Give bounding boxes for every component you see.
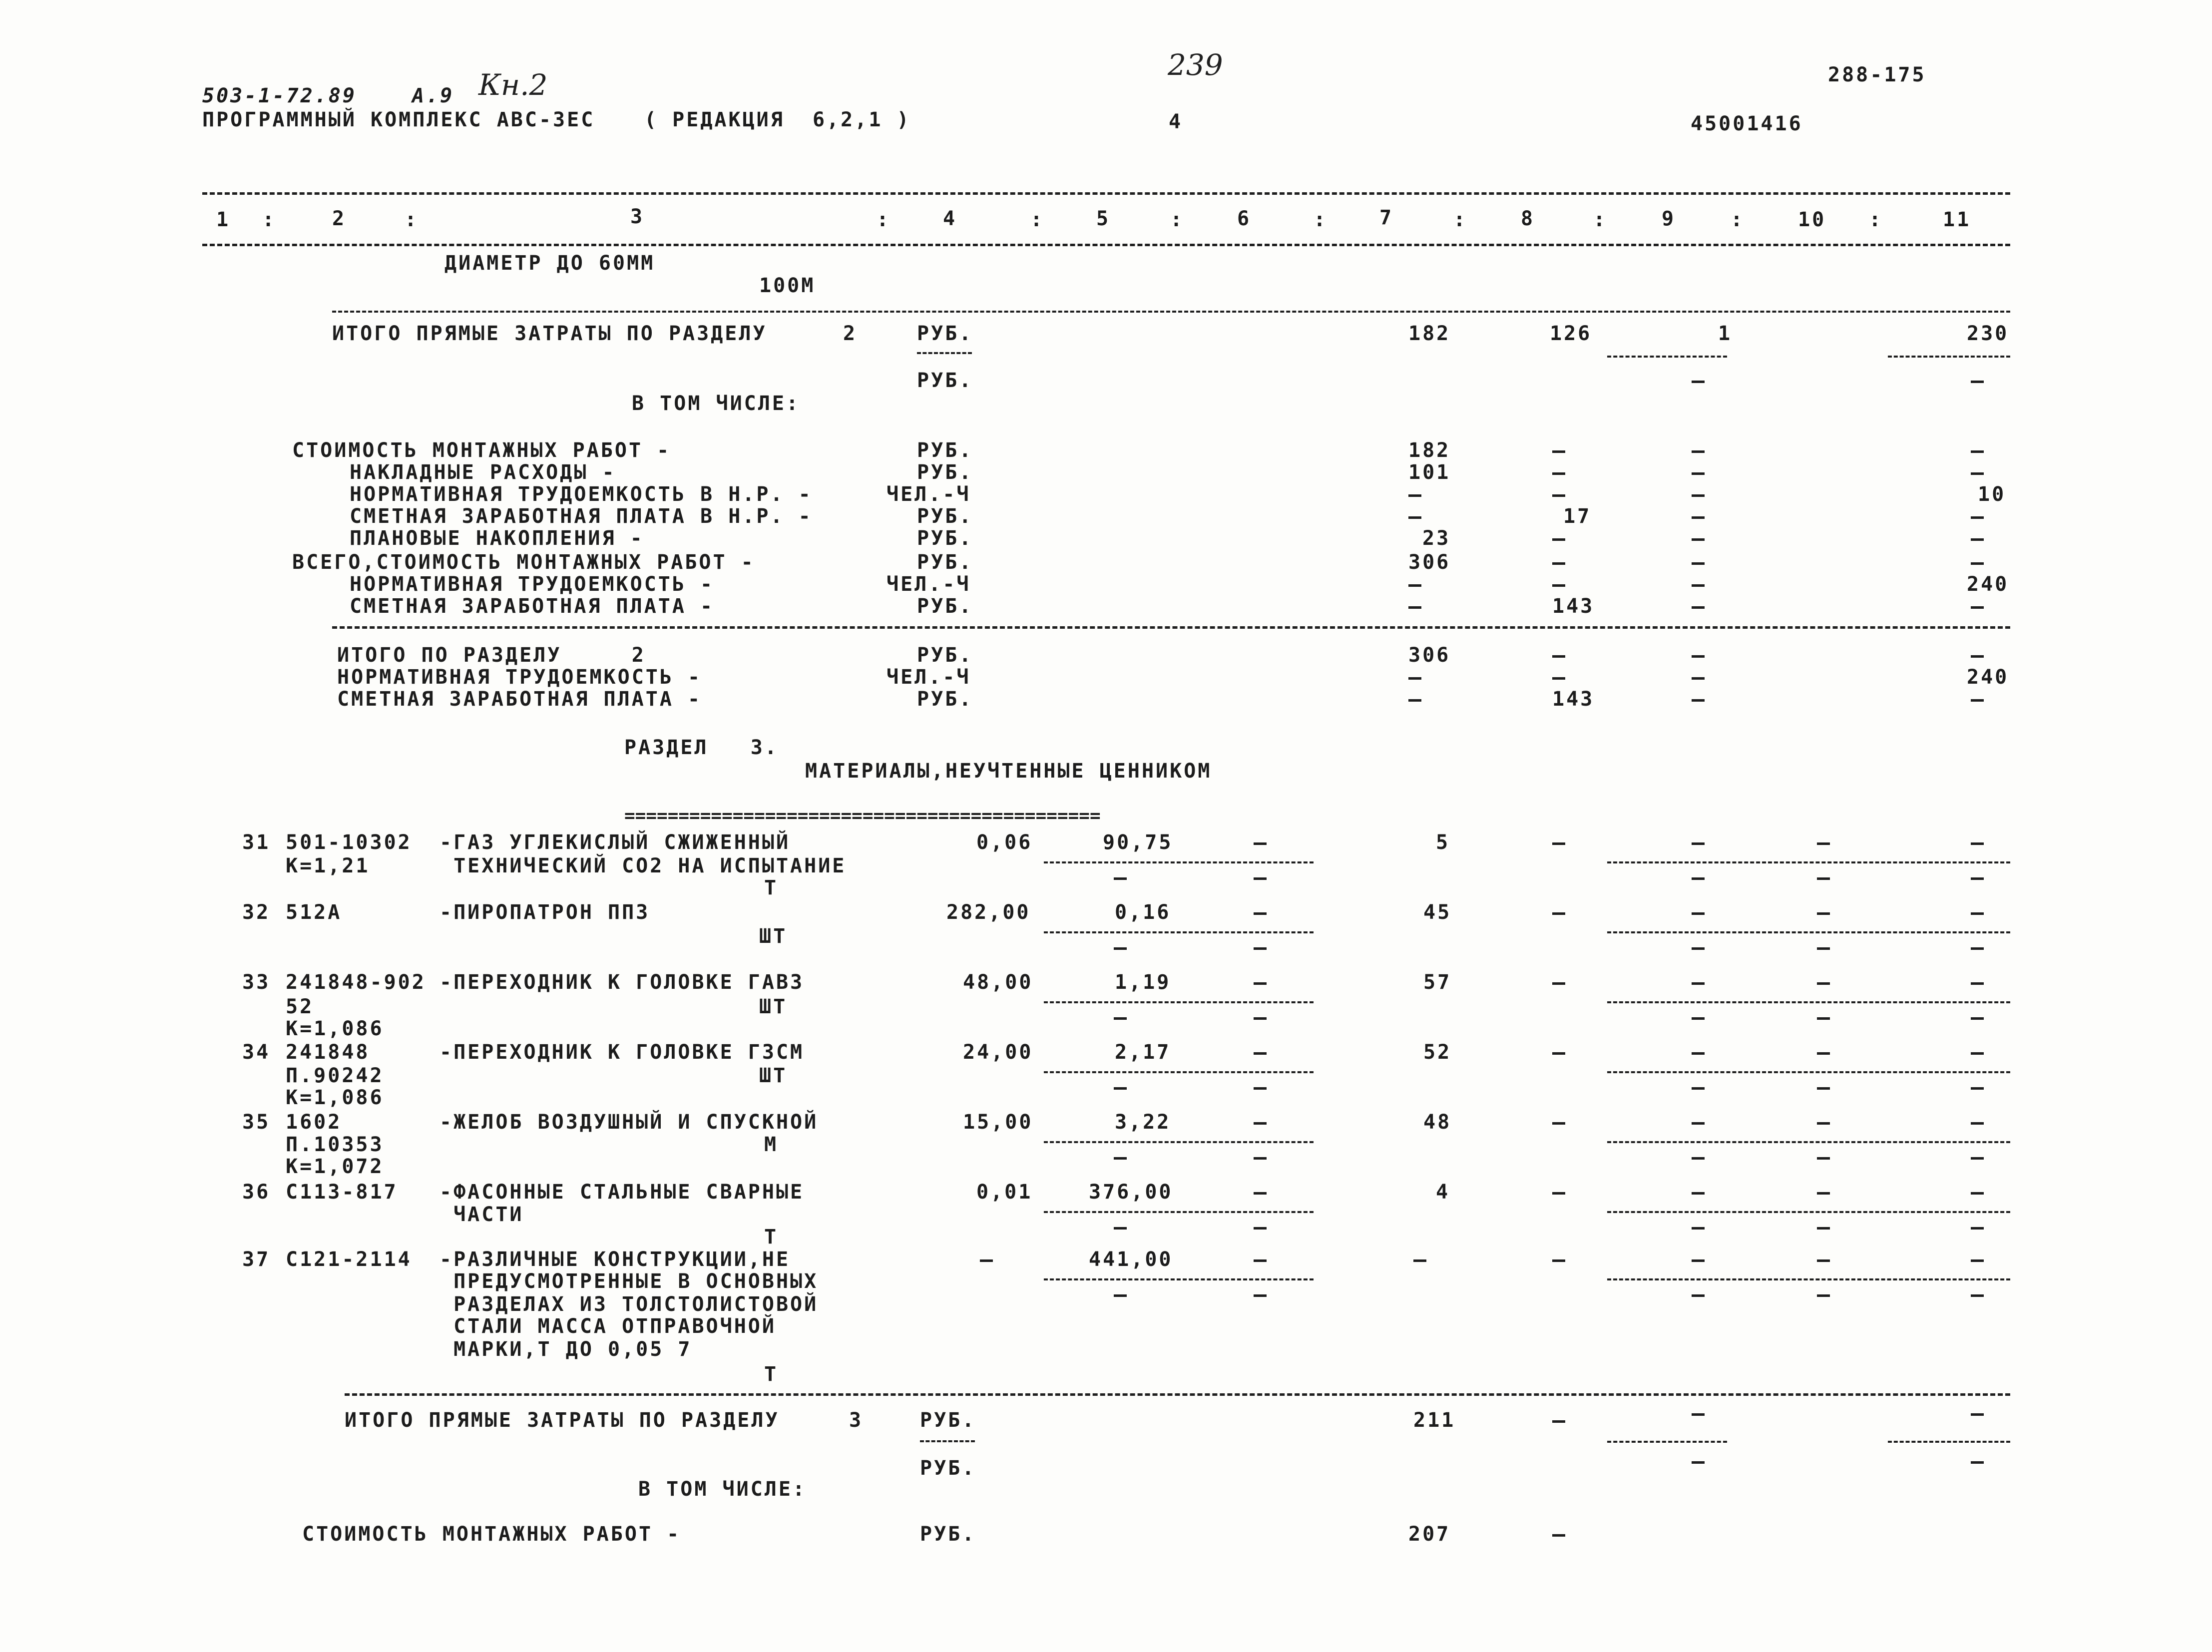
section3-mount-col7: 207 <box>1408 1523 1451 1546</box>
dash-mark <box>1408 677 1421 680</box>
handwritten-page-number: 239 <box>1168 48 1223 82</box>
item-code: 241848 <box>286 1041 370 1064</box>
item-price: 0,16 <box>1115 901 1171 924</box>
dash-mark <box>1254 912 1267 915</box>
item-description: -ПЕРЕХОДНИК К ГОЛОВКЕ Г3СМ <box>440 1041 805 1064</box>
dash-mark <box>1692 1294 1705 1297</box>
dash-mark <box>1254 982 1267 985</box>
dash-mark <box>1254 1294 1267 1297</box>
column-divider: : <box>405 208 419 231</box>
item-description: -ЖЕЛОБ ВОЗДУШНЫЙ И СПУСКНОЙ <box>440 1111 819 1134</box>
dash-mark <box>1408 494 1421 497</box>
item-quantity: 24,00 <box>963 1041 1033 1064</box>
cols-underline <box>1607 1071 2010 1073</box>
dash-mark <box>1692 655 1705 658</box>
section2-direct-cost-col11: 230 <box>1967 322 2009 345</box>
breakdown-label: НОРМАТИВНАЯ ТРУДОЕМКОСТЬ - <box>350 573 715 596</box>
col11-underline <box>1888 1441 2010 1443</box>
section2-total-rule <box>332 311 2010 313</box>
total-col11: 240 <box>1967 666 2009 689</box>
item-price: 376,00 <box>1089 1181 1173 1204</box>
item-description: РАЗДЕЛАХ ИЗ ТОЛСТОЛИСТОВОЙ <box>440 1293 819 1316</box>
dash-mark <box>1971 562 1984 565</box>
section3-direct-cost-unit: РУБ. <box>920 1409 976 1432</box>
column-header: 1 <box>216 208 231 231</box>
section3-including-label: В ТОМ ЧИСЛЕ: <box>638 1478 807 1501</box>
section2-direct-cost-col7: 182 <box>1408 322 1451 345</box>
breakdown-label: СМЕТНАЯ ЗАРАБОТНАЯ ПЛАТА - <box>350 595 715 618</box>
unit-underline <box>920 1440 975 1442</box>
dash-mark <box>1971 1017 1984 1020</box>
total-col8: 143 <box>1552 688 1595 711</box>
item-unit: ШТ <box>759 995 788 1018</box>
section3-separator: ============================================ <box>624 806 1101 826</box>
dash-mark <box>1817 1052 1830 1055</box>
dash-mark <box>1114 1157 1127 1160</box>
item-col7: 5 <box>1436 831 1450 854</box>
dash-mark <box>1971 472 1984 475</box>
dash-mark <box>1552 842 1565 845</box>
dash-mark <box>1817 1294 1830 1297</box>
breakdown-label: НОРМАТИВНАЯ ТРУДОЕМКОСТЬ В Н.Р. - <box>350 483 813 506</box>
dash-mark <box>980 1259 993 1262</box>
col11-underline <box>1888 356 2010 358</box>
item-code: П.90242 <box>286 1064 384 1087</box>
item-number: 33 <box>242 971 271 994</box>
item-quantity: 0,01 <box>976 1181 1033 1204</box>
dash-mark <box>1692 606 1705 609</box>
dash-mark <box>1408 699 1421 702</box>
section3-direct-cost-unit2: РУБ. <box>920 1457 976 1480</box>
dash-mark <box>1692 1122 1705 1125</box>
breakdown-unit: ЧЕЛ.-Ч <box>886 483 971 506</box>
dash-mark <box>1971 912 1984 915</box>
dash-mark <box>1692 1461 1705 1464</box>
total-unit: РУБ. <box>917 688 973 711</box>
dash-mark <box>1692 472 1705 475</box>
dash-mark <box>1692 1017 1705 1020</box>
column-divider: : <box>1593 208 1608 231</box>
breakdown-unit: РУБ. <box>917 461 973 484</box>
dash-mark <box>1817 877 1830 880</box>
section2-totals-rule <box>332 626 2010 629</box>
dash-mark <box>1692 450 1705 453</box>
dash-mark <box>1114 1017 1127 1020</box>
dash-mark <box>1971 982 1984 985</box>
dash-mark <box>1114 1227 1127 1230</box>
dash-mark <box>1114 947 1127 950</box>
dash-mark <box>1692 538 1705 541</box>
dash-mark <box>1692 516 1705 519</box>
dash-mark <box>1552 1052 1565 1055</box>
column-header: 10 <box>1798 208 1826 231</box>
item-col7: 4 <box>1436 1181 1450 1204</box>
dash-mark <box>1692 1259 1705 1262</box>
item-price: 90,75 <box>1103 831 1173 854</box>
dash-mark <box>1552 1534 1565 1537</box>
dash-mark <box>1692 677 1705 680</box>
column-divider: : <box>1869 208 1883 231</box>
dash-mark <box>1971 1122 1984 1125</box>
dash-mark <box>1254 1259 1267 1262</box>
dash-mark <box>1552 655 1565 658</box>
price-underline <box>1044 1001 1314 1003</box>
item-price: 1,19 <box>1115 971 1171 994</box>
item-price: 2,17 <box>1115 1041 1171 1064</box>
breakdown-unit: ЧЕЛ.-Ч <box>886 573 971 596</box>
dash-mark <box>1552 494 1565 497</box>
item-quantity: 15,00 <box>963 1111 1033 1134</box>
cols-underline <box>1607 1278 2010 1280</box>
item-description: -ФАСОННЫЕ СТАЛЬНЫЕ СВАРНЫЕ <box>440 1181 805 1204</box>
dash-mark <box>1692 1157 1705 1160</box>
dash-mark <box>1114 877 1127 880</box>
dash-mark <box>1971 947 1984 950</box>
breakdown-label: ВСЕГО,СТОИМОСТЬ МОНТАЖНЫХ РАБОТ - <box>292 551 755 574</box>
breakdown-label: ПЛАНОВЫЕ НАКОПЛЕНИЯ - <box>350 527 644 550</box>
breakdown-col7: 101 <box>1408 461 1451 484</box>
dash-mark <box>1254 1227 1267 1230</box>
dash-mark <box>1971 538 1984 541</box>
item-col7: 48 <box>1423 1111 1452 1134</box>
dash-mark <box>1254 877 1267 880</box>
item-unit: Т <box>764 876 779 899</box>
item-col7: 52 <box>1423 1041 1452 1064</box>
sheet-number: 4 <box>1169 110 1183 133</box>
dash-mark <box>1692 494 1705 497</box>
column-header: 11 <box>1943 208 1971 231</box>
dash-mark <box>1552 450 1565 453</box>
item-code: 241848-902 <box>286 971 426 994</box>
dash-mark <box>1971 655 1984 658</box>
dash-mark <box>1971 516 1984 519</box>
dash-mark <box>1552 1192 1565 1195</box>
price-underline <box>1044 1141 1314 1143</box>
column-divider: : <box>1453 208 1468 231</box>
item-code: K=1,21 <box>286 854 370 877</box>
column-divider: : <box>1731 208 1745 231</box>
dash-mark <box>1254 1122 1267 1125</box>
dash-mark <box>1971 699 1984 702</box>
breakdown-col7: 23 <box>1422 527 1451 550</box>
breakdown-col11: 240 <box>1967 573 2009 596</box>
item-description: -ПЕРЕХОДНИК К ГОЛОВКЕ ГАВ3 <box>440 971 805 994</box>
breakdown-unit: РУБ. <box>917 551 973 574</box>
section3-direct-cost-section: 3 <box>849 1409 864 1432</box>
section3-direct-cost-label: ИТОГО ПРЯМЫЕ ЗАТРАТЫ ПО РАЗДЕЛУ <box>345 1409 780 1432</box>
total-label: ИТОГО ПО РАЗДЕЛУ 2 <box>337 644 646 667</box>
dash-mark <box>1971 1087 1984 1090</box>
doc-code: 503-1-72.89 <box>202 84 357 107</box>
cols-underline <box>1607 931 2010 933</box>
section3-title: МАТЕРИАЛЫ,НЕУЧТЕННЫЕ ЦЕННИКОМ <box>805 760 1212 783</box>
section2-direct-cost-unit2: РУБ. <box>917 369 973 392</box>
dash-mark <box>1692 381 1705 383</box>
dash-mark <box>1692 1192 1705 1195</box>
cols-underline <box>1607 861 2010 863</box>
item-number: 34 <box>242 1041 271 1064</box>
breakdown-label: СМЕТНАЯ ЗАРАБОТНАЯ ПЛАТА В Н.Р. - <box>350 505 813 528</box>
dash-mark <box>1254 1017 1267 1020</box>
dash-mark <box>1408 606 1421 609</box>
cols-underline <box>1607 1141 2010 1143</box>
dash-mark <box>1552 912 1565 915</box>
item-code: 52 <box>286 995 314 1018</box>
total-col7: 306 <box>1408 644 1451 667</box>
dash-mark <box>1692 1413 1705 1416</box>
dash-mark <box>1552 677 1565 680</box>
dash-mark <box>1817 842 1830 845</box>
dash-mark <box>1552 982 1565 985</box>
price-underline <box>1044 1071 1314 1073</box>
item-code: С113-817 <box>286 1181 398 1204</box>
item-quantity: 48,00 <box>963 971 1033 994</box>
breakdown-col7: 306 <box>1408 551 1451 574</box>
dash-mark <box>1817 982 1830 985</box>
price-underline <box>1044 931 1314 933</box>
dash-mark <box>1817 912 1830 915</box>
dash-mark <box>1408 584 1421 587</box>
section2-direct-cost-label: ИТОГО ПРЯМЫЕ ЗАТРАТЫ ПО РАЗДЕЛУ <box>332 322 767 345</box>
column-header: 9 <box>1662 207 1676 230</box>
dash-mark <box>1552 1259 1565 1262</box>
section2-direct-cost-col9: 1 <box>1718 322 1733 345</box>
price-underline <box>1044 1278 1314 1280</box>
dash-mark <box>1971 842 1984 845</box>
column-header: 5 <box>1096 207 1111 230</box>
dash-mark <box>1114 1087 1127 1090</box>
item-description: МАРКИ,Т ДО 0,05 7 <box>440 1338 692 1361</box>
item-description: ТЕХНИЧЕСКИЙ СО2 НА ИСПЫТАНИЕ <box>440 854 847 877</box>
cols-underline <box>1607 1001 2010 1003</box>
col9-underline <box>1607 356 1727 358</box>
diameter-line: ДИАМЕТР ДО 60ММ <box>444 252 655 275</box>
dash-mark <box>1692 1087 1705 1090</box>
dash-mark <box>1971 1461 1984 1464</box>
section3-total-rule <box>345 1393 2010 1396</box>
column-divider: : <box>1314 208 1328 231</box>
dash-mark <box>1817 1017 1830 1020</box>
dash-mark <box>1692 562 1705 565</box>
dash-mark <box>1254 1192 1267 1195</box>
breakdown-col8: 143 <box>1552 595 1595 618</box>
dash-mark <box>1254 1087 1267 1090</box>
item-number: 37 <box>242 1248 271 1271</box>
dash-mark <box>1413 1259 1426 1262</box>
dash-mark <box>1817 1227 1830 1230</box>
breakdown-label: СТОИМОСТЬ МОНТАЖНЫХ РАБОТ - <box>292 439 671 462</box>
section3-heading: РАЗДЕЛ 3. <box>624 736 779 759</box>
column-divider: : <box>1030 208 1045 231</box>
item-description: -РАЗЛИЧНЫЕ КОНСТРУКЦИИ,НЕ <box>440 1248 791 1271</box>
column-header: 6 <box>1237 207 1252 230</box>
item-description: ПРЕДУСМОТРЕННЫЕ В ОСНОВНЫХ <box>440 1270 819 1293</box>
section2-including-label: В ТОМ ЧИСЛЕ: <box>632 392 800 415</box>
dash-mark <box>1692 1052 1705 1055</box>
section3-mount-unit: РУБ. <box>920 1523 976 1546</box>
dash-mark <box>1552 538 1565 541</box>
item-description: СТАЛИ МАССА ОТПРАВОЧНОЙ <box>440 1315 776 1338</box>
item-description: -ПИРОПАТРОН ПП3 <box>440 901 650 924</box>
handwritten-book-number: Кн.2 <box>478 68 548 102</box>
reference-code: 288-175 <box>1828 63 1926 86</box>
dash-mark <box>1692 982 1705 985</box>
item-price: 441,00 <box>1089 1248 1173 1271</box>
dash-mark <box>1692 877 1705 880</box>
section3-direct-cost-col7: 211 <box>1413 1409 1456 1432</box>
item-code: 1602 <box>286 1111 342 1134</box>
dash-mark <box>1971 606 1984 609</box>
item-quantity: 0,06 <box>976 831 1033 854</box>
item-price: 3,22 <box>1115 1111 1171 1134</box>
item-quantity: 282,00 <box>946 901 1031 924</box>
item-code: П.10353 <box>286 1133 384 1156</box>
dash-mark <box>1552 562 1565 565</box>
item-unit: Т <box>764 1363 779 1386</box>
total-unit: РУБ. <box>917 644 973 667</box>
dash-mark <box>1552 472 1565 475</box>
unit-underline <box>917 352 972 354</box>
dash-mark <box>1692 584 1705 587</box>
dash-mark <box>1817 1192 1830 1195</box>
dash-mark <box>1552 1420 1565 1423</box>
column-header: 3 <box>630 205 645 228</box>
item-number: 35 <box>242 1111 271 1134</box>
dash-mark <box>1408 516 1421 519</box>
price-underline <box>1044 1211 1314 1213</box>
dash-mark <box>1254 947 1267 950</box>
dash-mark <box>1971 1259 1984 1262</box>
dash-mark <box>1971 1413 1984 1416</box>
dash-mark <box>1254 1052 1267 1055</box>
breakdown-label: НАКЛАДНЫЕ РАСХОДЫ - <box>350 461 616 484</box>
item-unit: ШТ <box>759 925 788 948</box>
album-code: A.9 <box>412 84 454 107</box>
column-header: 7 <box>1379 206 1394 229</box>
column-divider: : <box>1170 208 1185 231</box>
item-col7: 57 <box>1423 971 1452 994</box>
dash-mark <box>1817 947 1830 950</box>
item-col7: 45 <box>1423 901 1452 924</box>
column-divider: : <box>877 208 891 231</box>
breakdown-col7: 182 <box>1408 439 1451 462</box>
dash-mark <box>1971 381 1984 383</box>
dash-mark <box>1971 1192 1984 1195</box>
breakdown-unit: РУБ. <box>917 595 973 618</box>
edition-label: ( РЕДАКЦИЯ 6,2,1 ) <box>644 108 911 131</box>
item-code: K=1,086 <box>286 1017 384 1040</box>
item-number: 31 <box>242 831 271 854</box>
section2-direct-cost-unit: РУБ. <box>917 322 973 345</box>
dash-mark <box>1552 584 1565 587</box>
column-header: 2 <box>332 207 347 230</box>
dash-mark <box>1692 947 1705 950</box>
record-number: 45001416 <box>1691 112 1803 135</box>
section3-mount-label: СТОИМОСТЬ МОНТАЖНЫХ РАБОТ - <box>302 1523 681 1546</box>
item-description: ЧАСТИ <box>440 1203 524 1226</box>
item-code: С121-2114 <box>286 1248 412 1271</box>
item-number: 32 <box>242 901 271 924</box>
dash-mark <box>1692 1227 1705 1230</box>
dash-mark <box>1971 1294 1984 1297</box>
unit-line: 100М <box>759 274 816 297</box>
col9-underline <box>1607 1441 1727 1443</box>
item-code: K=1,072 <box>286 1155 384 1178</box>
total-label: СМЕТНАЯ ЗАРАБОТНАЯ ПЛАТА - <box>337 688 702 711</box>
dash-mark <box>1971 1157 1984 1160</box>
item-description: -ГАЗ УГЛЕКИСЛЫЙ СЖИЖЕННЫЙ <box>440 831 791 854</box>
breakdown-col8: 17 <box>1563 505 1592 528</box>
dash-mark <box>1971 1227 1984 1230</box>
dash-mark <box>1692 699 1705 702</box>
cols-underline <box>1607 1211 2010 1213</box>
item-code: 501-10302 <box>286 831 412 854</box>
dash-mark <box>1817 1157 1830 1160</box>
section2-direct-cost-col8: 126 <box>1550 322 1592 345</box>
total-label: НОРМАТИВНАЯ ТРУДОЕМКОСТЬ - <box>337 666 702 689</box>
item-code: K=1,086 <box>286 1086 384 1109</box>
dash-mark <box>1971 450 1984 453</box>
breakdown-unit: РУБ. <box>917 527 973 550</box>
item-unit: Т <box>764 1226 779 1248</box>
item-unit: ШТ <box>759 1064 788 1087</box>
column-header-top-rule <box>202 192 2010 195</box>
dash-mark <box>1817 1122 1830 1125</box>
section2-direct-cost-section: 2 <box>843 322 858 345</box>
dash-mark <box>1254 1157 1267 1160</box>
breakdown-unit: РУБ. <box>917 505 973 528</box>
column-header-bottom-rule <box>202 244 2010 246</box>
breakdown-unit: РУБ. <box>917 439 973 462</box>
column-divider: : <box>262 208 277 231</box>
item-code: 512А <box>286 901 342 924</box>
dash-mark <box>1114 1294 1127 1297</box>
column-header: 4 <box>943 207 957 230</box>
price-underline <box>1044 861 1314 863</box>
column-header: 8 <box>1521 207 1535 230</box>
item-unit: М <box>764 1133 779 1156</box>
dash-mark <box>1817 1259 1830 1262</box>
dash-mark <box>1692 842 1705 845</box>
dash-mark <box>1971 1052 1984 1055</box>
dash-mark <box>1552 1122 1565 1125</box>
dash-mark <box>1692 912 1705 915</box>
dash-mark <box>1817 1087 1830 1090</box>
breakdown-col11: 10 <box>1978 483 2006 506</box>
item-number: 36 <box>242 1181 271 1204</box>
dash-mark <box>1971 877 1984 880</box>
dash-mark <box>1254 842 1267 845</box>
total-unit: ЧЕЛ.-Ч <box>886 666 971 689</box>
program-title: ПРОГРАММНЫЙ КОМПЛЕКС АВС-3ЕС <box>202 108 595 131</box>
